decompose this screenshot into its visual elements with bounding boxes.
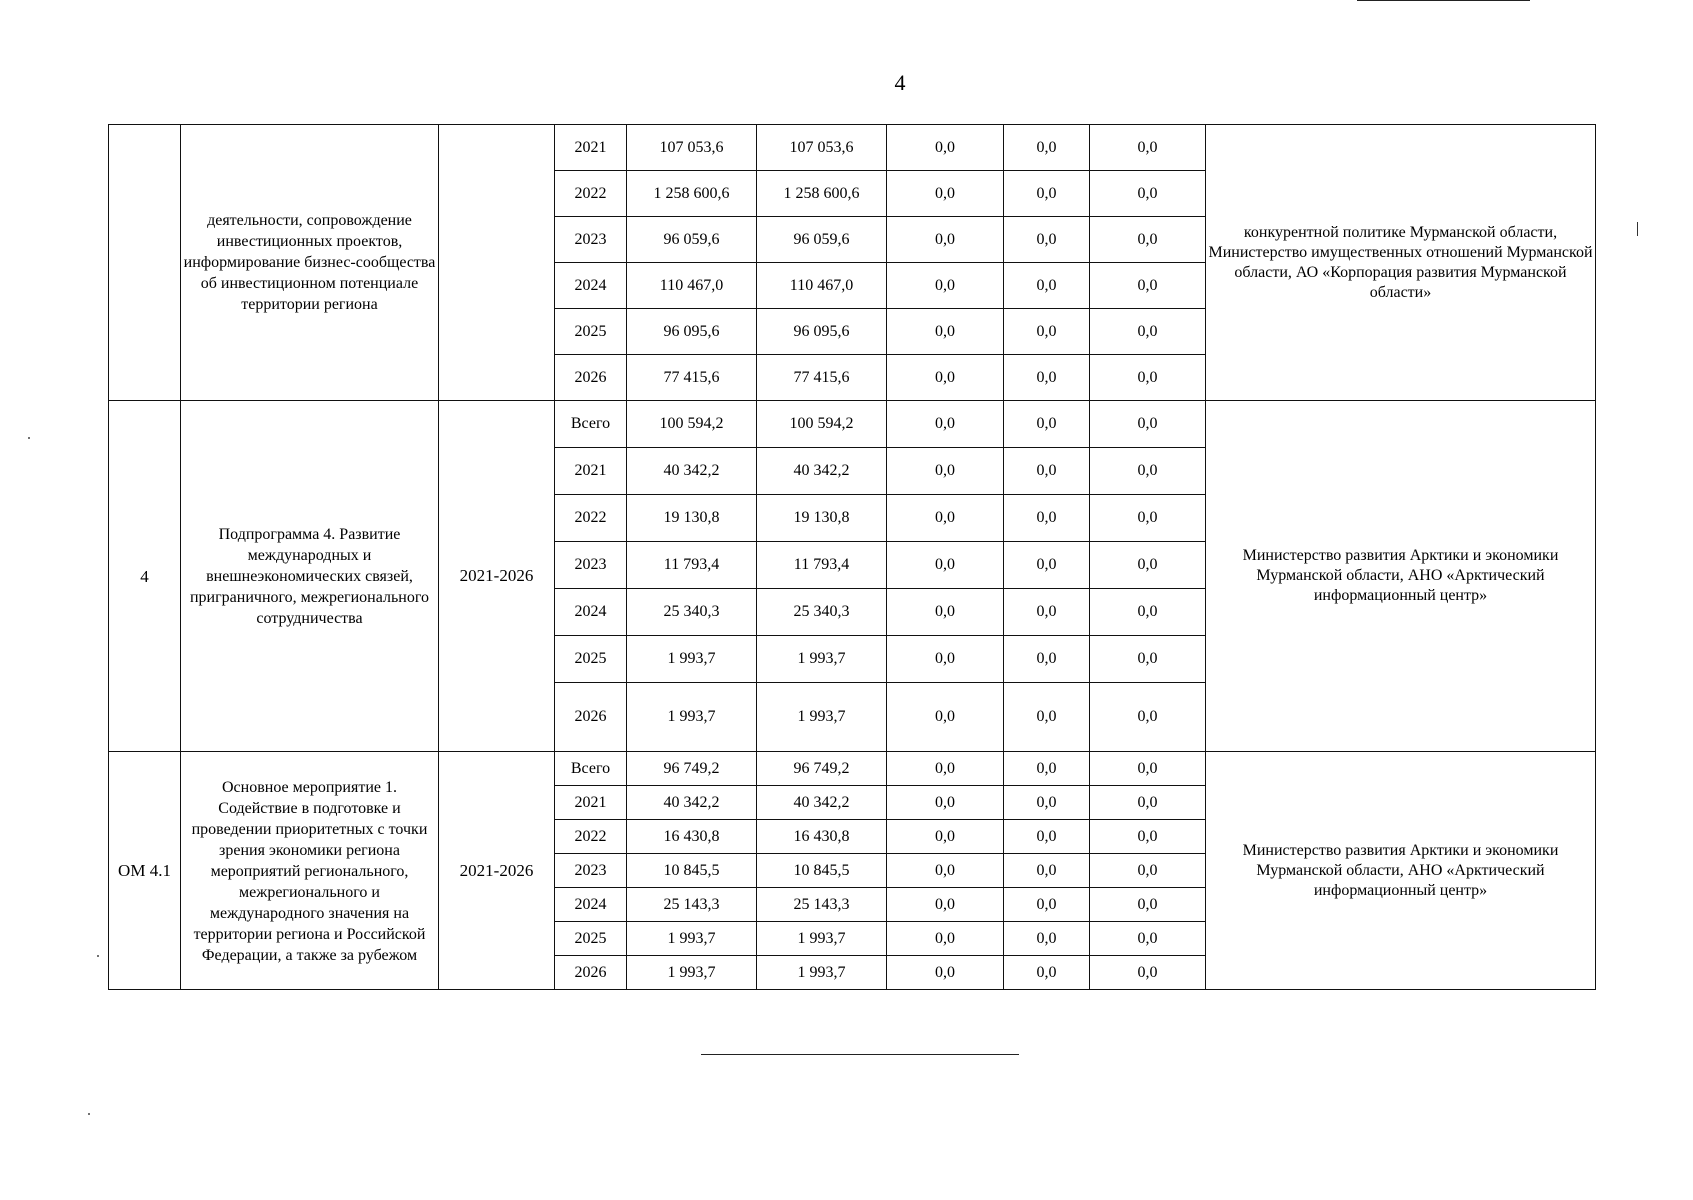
- value-cell: 0,0: [887, 922, 1004, 956]
- top-rule: [1357, 0, 1530, 1]
- value-cell: 1 258 600,6: [757, 171, 887, 217]
- value-cell: 10 845,5: [757, 854, 887, 888]
- value-cell: 0,0: [887, 309, 1004, 355]
- value-cell: 1 993,7: [757, 956, 887, 990]
- value-cell: 0,0: [1004, 854, 1090, 888]
- value-cell: 0,0: [1004, 217, 1090, 263]
- value-cell: 19 130,8: [627, 495, 757, 542]
- row-executor: Министерство развития Арктики и экономики Мурманской области, АНО «Арктический информационный центр»: [1206, 752, 1596, 990]
- page-number: 4: [894, 70, 906, 95]
- year-cell: 2023: [555, 217, 627, 263]
- value-cell: 0,0: [887, 401, 1004, 448]
- scan-speck: [28, 437, 30, 439]
- table-row: [109, 401, 1596, 448]
- value-cell: 0,0: [1090, 125, 1206, 171]
- row-code: [109, 125, 181, 401]
- value-cell: 0,0: [1004, 542, 1090, 589]
- row-executor: конкурентной политике Мурманской области, Министерство имущественных отношений Мурманской области, АО «Корпорация развития Мурманской области»: [1206, 125, 1596, 401]
- value-cell: 0,0: [1004, 171, 1090, 217]
- value-cell: 0,0: [1090, 854, 1206, 888]
- value-cell: 96 095,6: [757, 309, 887, 355]
- value-cell: 0,0: [1090, 171, 1206, 217]
- value-cell: 0,0: [1004, 495, 1090, 542]
- value-cell: 100 594,2: [757, 401, 887, 448]
- value-cell: 100 594,2: [627, 401, 757, 448]
- value-cell: 25 143,3: [627, 888, 757, 922]
- year-cell: 2024: [555, 888, 627, 922]
- value-cell: 40 342,2: [757, 448, 887, 495]
- value-cell: 0,0: [1004, 820, 1090, 854]
- value-cell: 0,0: [887, 542, 1004, 589]
- year-cell: 2021: [555, 786, 627, 820]
- value-cell: 1 993,7: [757, 636, 887, 683]
- value-cell: 96 749,2: [757, 752, 887, 786]
- value-cell: 0,0: [1004, 263, 1090, 309]
- value-cell: 0,0: [1090, 636, 1206, 683]
- value-cell: 0,0: [1004, 922, 1090, 956]
- value-cell: 0,0: [887, 495, 1004, 542]
- value-cell: 11 793,4: [627, 542, 757, 589]
- value-cell: 0,0: [1004, 125, 1090, 171]
- row-code: ОМ 4.1: [109, 752, 181, 990]
- value-cell: 110 467,0: [757, 263, 887, 309]
- value-cell: 1 258 600,6: [627, 171, 757, 217]
- year-cell: 2021: [555, 125, 627, 171]
- value-cell: 77 415,6: [757, 355, 887, 401]
- value-cell: 1 993,7: [757, 922, 887, 956]
- value-cell: 40 342,2: [757, 786, 887, 820]
- value-cell: 0,0: [1004, 589, 1090, 636]
- value-cell: 0,0: [1004, 355, 1090, 401]
- scan-speck: [97, 955, 99, 957]
- value-cell: 1 993,7: [627, 636, 757, 683]
- value-cell: 0,0: [1090, 401, 1206, 448]
- value-cell: 0,0: [1090, 542, 1206, 589]
- year-cell: 2025: [555, 922, 627, 956]
- value-cell: 0,0: [1090, 355, 1206, 401]
- year-cell: 2023: [555, 854, 627, 888]
- value-cell: 16 430,8: [627, 820, 757, 854]
- value-cell: 0,0: [887, 636, 1004, 683]
- year-cell: 2026: [555, 956, 627, 990]
- value-cell: 0,0: [1004, 956, 1090, 990]
- value-cell: 96 059,6: [627, 217, 757, 263]
- row-description: деятельности, сопровождение инвестиционных проектов, информирование бизнес-сообщества об инвестиционном потенциале территории региона: [181, 125, 439, 401]
- value-cell: 0,0: [1090, 263, 1206, 309]
- row-executor: Министерство развития Арктики и экономики Мурманской области, АНО «Арктический информационный центр»: [1206, 401, 1596, 752]
- value-cell: 0,0: [887, 355, 1004, 401]
- year-cell: 2025: [555, 636, 627, 683]
- year-cell: 2024: [555, 263, 627, 309]
- value-cell: 0,0: [887, 683, 1004, 752]
- value-cell: 0,0: [887, 854, 1004, 888]
- value-cell: 0,0: [887, 125, 1004, 171]
- value-cell: 107 053,6: [757, 125, 887, 171]
- value-cell: 11 793,4: [757, 542, 887, 589]
- row-code: 4: [109, 401, 181, 752]
- value-cell: 0,0: [1090, 820, 1206, 854]
- value-cell: 19 130,8: [757, 495, 887, 542]
- value-cell: 25 340,3: [757, 589, 887, 636]
- year-cell: 2022: [555, 820, 627, 854]
- budget-table: [108, 124, 1596, 990]
- value-cell: 0,0: [1090, 888, 1206, 922]
- value-cell: 0,0: [1090, 786, 1206, 820]
- value-cell: 16 430,8: [757, 820, 887, 854]
- value-cell: 0,0: [1090, 956, 1206, 990]
- value-cell: 1 993,7: [627, 683, 757, 752]
- value-cell: 0,0: [1090, 752, 1206, 786]
- value-cell: 96 095,6: [627, 309, 757, 355]
- value-cell: 0,0: [1004, 636, 1090, 683]
- value-cell: 10 845,5: [627, 854, 757, 888]
- scan-speck: [88, 1113, 90, 1115]
- value-cell: 0,0: [1090, 495, 1206, 542]
- value-cell: 1 993,7: [627, 922, 757, 956]
- value-cell: 0,0: [1004, 683, 1090, 752]
- value-cell: 0,0: [1090, 922, 1206, 956]
- year-cell: 2023: [555, 542, 627, 589]
- year-cell: 2022: [555, 495, 627, 542]
- value-cell: 0,0: [1004, 888, 1090, 922]
- year-cell: 2021: [555, 448, 627, 495]
- value-cell: 0,0: [1090, 217, 1206, 263]
- row-period: 2021-2026: [439, 401, 555, 752]
- value-cell: 0,0: [887, 956, 1004, 990]
- value-cell: 0,0: [887, 888, 1004, 922]
- value-cell: 0,0: [1090, 589, 1206, 636]
- year-cell: 2022: [555, 171, 627, 217]
- value-cell: 0,0: [887, 171, 1004, 217]
- value-cell: 0,0: [1004, 309, 1090, 355]
- value-cell: 110 467,0: [627, 263, 757, 309]
- value-cell: 0,0: [1090, 683, 1206, 752]
- value-cell: 0,0: [887, 589, 1004, 636]
- value-cell: 0,0: [1004, 786, 1090, 820]
- value-cell: 107 053,6: [627, 125, 757, 171]
- value-cell: 96 059,6: [757, 217, 887, 263]
- value-cell: 0,0: [887, 752, 1004, 786]
- year-cell: 2025: [555, 309, 627, 355]
- value-cell: 1 993,7: [627, 956, 757, 990]
- value-cell: 0,0: [1004, 401, 1090, 448]
- value-cell: 0,0: [887, 263, 1004, 309]
- year-cell: 2024: [555, 589, 627, 636]
- value-cell: 0,0: [1090, 448, 1206, 495]
- value-cell: 0,0: [1004, 752, 1090, 786]
- margin-mark: [1637, 222, 1638, 236]
- value-cell: 0,0: [887, 448, 1004, 495]
- value-cell: 0,0: [1004, 448, 1090, 495]
- value-cell: 40 342,2: [627, 786, 757, 820]
- value-cell: 25 340,3: [627, 589, 757, 636]
- year-cell: 2026: [555, 683, 627, 752]
- value-cell: 0,0: [887, 217, 1004, 263]
- value-cell: 1 993,7: [757, 683, 887, 752]
- value-cell: 96 749,2: [627, 752, 757, 786]
- value-cell: 77 415,6: [627, 355, 757, 401]
- year-cell: Всего: [555, 401, 627, 448]
- value-cell: 0,0: [887, 786, 1004, 820]
- row-description: Основное мероприятие 1. Содействие в подготовке и проведении приоритетных с точки зрения экономики региона мероприятий регионального, межрегионального и международного значения на территории региона и Российской Федерации, а также за рубежом: [181, 752, 439, 990]
- row-description: Подпрограмма 4. Развитие международных и внешнеэкономических связей, приграничного, межрегионального сотрудничества: [181, 401, 439, 752]
- year-cell: 2026: [555, 355, 627, 401]
- row-period: [439, 125, 555, 401]
- table-row: [109, 125, 1596, 171]
- year-cell: Всего: [555, 752, 627, 786]
- value-cell: 40 342,2: [627, 448, 757, 495]
- value-cell: 0,0: [887, 820, 1004, 854]
- row-period: 2021-2026: [439, 752, 555, 990]
- end-rule: [701, 1054, 1019, 1055]
- value-cell: 25 143,3: [757, 888, 887, 922]
- table-row: [109, 752, 1596, 786]
- value-cell: 0,0: [1090, 309, 1206, 355]
